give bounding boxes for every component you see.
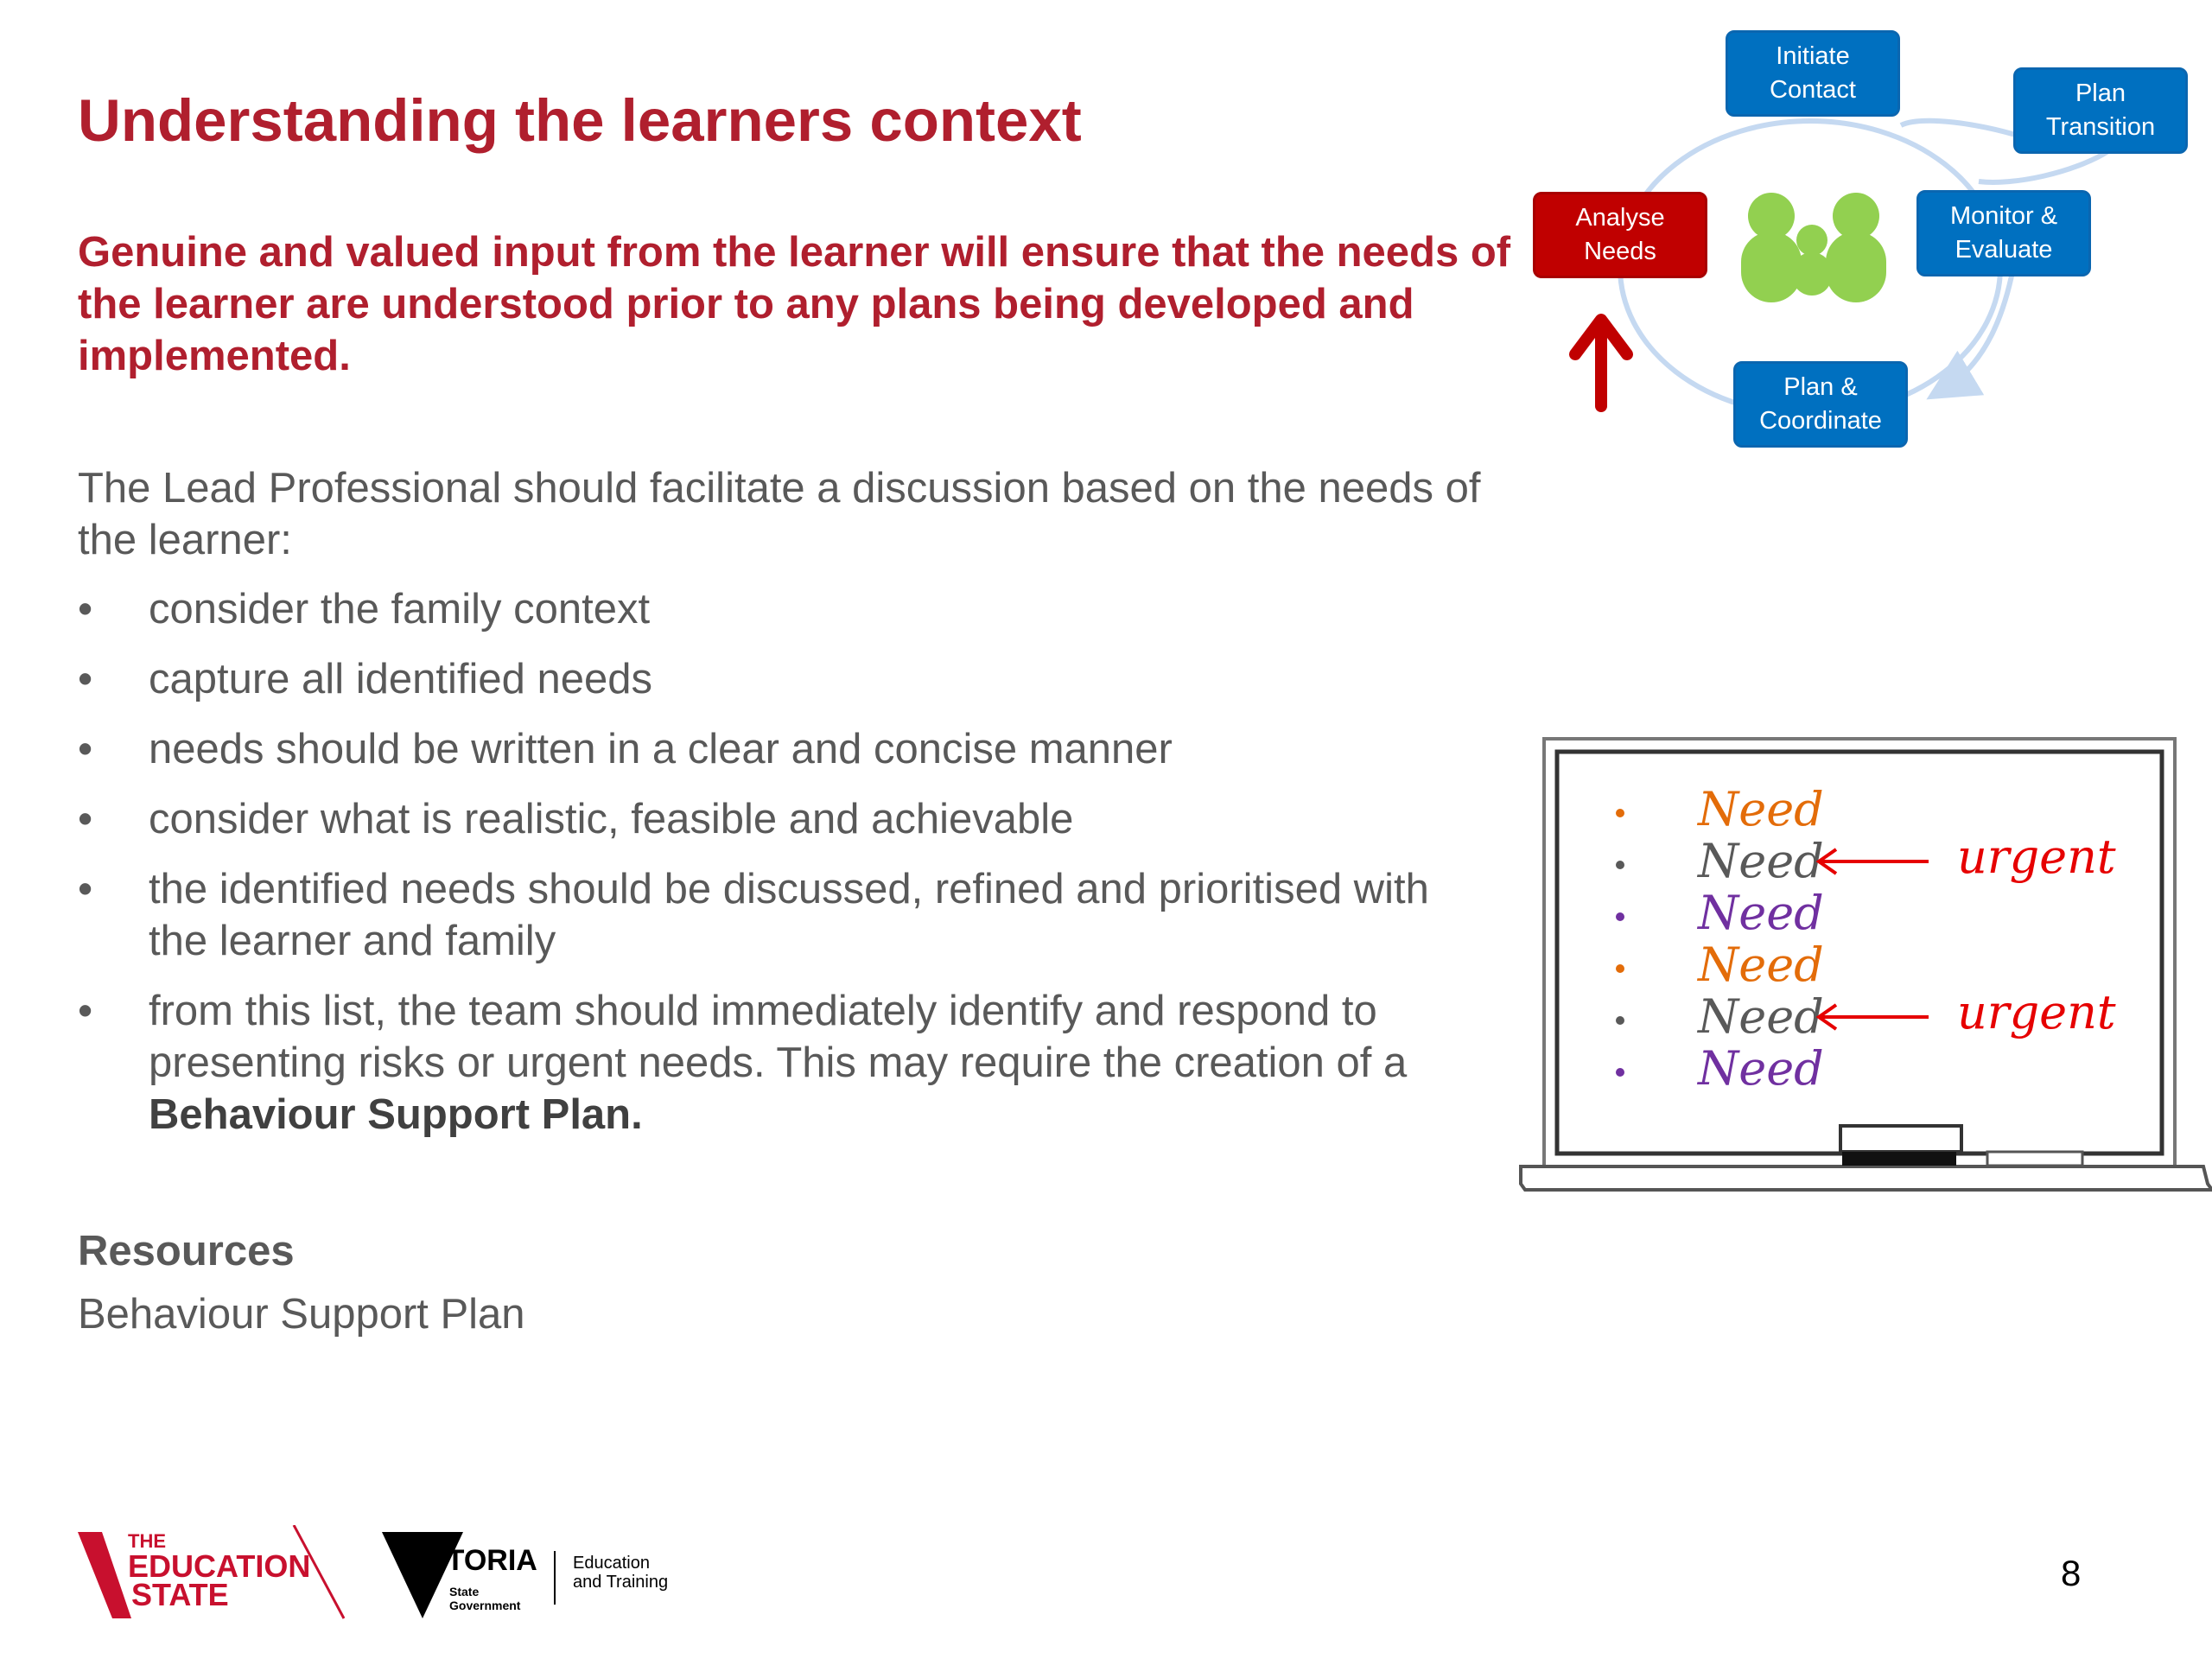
whiteboard-tray bbox=[1521, 1166, 2212, 1190]
whiteboard-need-label: Need bbox=[1698, 886, 1824, 940]
whiteboard-need-label: Need bbox=[1698, 1041, 1824, 1096]
whiteboard-need-label: Need bbox=[1698, 938, 1824, 992]
list-item-text: consider what is realistic, feasible and achievable bbox=[149, 796, 1074, 842]
whiteboard-bullet-icon bbox=[1616, 809, 1624, 817]
bullet-icon: • bbox=[78, 988, 93, 1034]
list-item-text: from this list, the team should immediately identify and respond to presenting risks or urgent needs. This may require the creation of a bbox=[149, 988, 1408, 1086]
education-state-education: EDUCATION bbox=[128, 1548, 311, 1584]
list-item-text: needs should be written in a clear and concise manner bbox=[149, 726, 1173, 772]
bullet-icon: • bbox=[78, 656, 93, 702]
education-state-state: STATE bbox=[131, 1577, 229, 1612]
page-title: Understanding the learners context bbox=[78, 87, 1082, 154]
whiteboard-need-label: Need bbox=[1698, 782, 1824, 836]
whiteboard-bullet-icon bbox=[1616, 1016, 1624, 1025]
resources-link-behaviour-support-plan[interactable]: Behaviour Support Plan bbox=[78, 1291, 525, 1338]
list-item-text: capture all identified needs bbox=[149, 656, 652, 702]
people-group-icon bbox=[1741, 193, 1886, 302]
dept-education: Education bbox=[573, 1554, 650, 1573]
page-number: 8 bbox=[2061, 1553, 2082, 1593]
list-item bbox=[78, 653, 1495, 705]
victoria-government: Government bbox=[449, 1599, 521, 1612]
victoria-state: State bbox=[449, 1585, 480, 1599]
list-item-text: the identified needs should be discussed, refined and prioritised with the learner and family bbox=[149, 866, 1429, 964]
whiteboard-need-label: Need bbox=[1698, 834, 1824, 888]
whiteboard-urgent-label: urgent bbox=[1957, 985, 2116, 1039]
list-item bbox=[78, 793, 1495, 845]
cycle-connector bbox=[1979, 151, 2108, 182]
cycle-connector bbox=[1944, 268, 2013, 389]
whiteboard-urgent-label: urgent bbox=[1957, 830, 2116, 884]
bullet-icon: • bbox=[78, 726, 93, 772]
marker-icon bbox=[1987, 1152, 2082, 1166]
up-arrow-icon bbox=[1575, 320, 1627, 406]
whiteboard-bullet-icon bbox=[1616, 912, 1624, 921]
whiteboard-surface bbox=[1557, 752, 2162, 1154]
victoria-wordmark: VICTORIA bbox=[397, 1544, 537, 1577]
needs-bullet-list bbox=[78, 583, 1495, 1159]
footer-logos bbox=[78, 1525, 700, 1620]
bullet-icon: • bbox=[78, 866, 93, 912]
whiteboard-illustration bbox=[1512, 730, 2212, 1201]
list-item bbox=[78, 723, 1495, 775]
eraser-base bbox=[1842, 1152, 1956, 1166]
cycle-node-monitor-evaluate[interactable]: Monitor & Evaluate bbox=[1916, 190, 2091, 276]
bullet-icon: • bbox=[78, 586, 93, 632]
resources-heading: Resources bbox=[78, 1228, 295, 1274]
list-item-text: consider the family context bbox=[149, 586, 651, 632]
whiteboard-bullet-icon bbox=[1616, 1068, 1624, 1077]
bullet-icon: • bbox=[78, 796, 93, 842]
list-item bbox=[78, 583, 1495, 635]
page-subtitle: Genuine and valued input from the learner will ensure that the needs of the learner are understood prior to any plans being developed and implemented. bbox=[78, 229, 1511, 379]
list-item bbox=[78, 985, 1495, 1141]
cycle-node-initiate-contact[interactable]: Initiate Contact bbox=[1726, 30, 1900, 117]
cycle-node-analyse-needs[interactable]: Analyse Needs bbox=[1533, 192, 1707, 278]
list-item bbox=[78, 863, 1495, 967]
eraser-icon bbox=[1840, 1126, 1961, 1152]
whiteboard-bullet-icon bbox=[1616, 861, 1624, 869]
victoria-logo bbox=[382, 1532, 668, 1618]
intro-paragraph: The Lead Professional should facilitate a discussion based on the needs of the learner: bbox=[78, 465, 1481, 563]
education-state-logo bbox=[78, 1525, 344, 1618]
whiteboard-bullet-icon bbox=[1616, 964, 1624, 973]
cycle-node-plan-transition[interactable]: Plan Transition bbox=[2013, 67, 2188, 154]
education-state-the: THE bbox=[128, 1530, 166, 1552]
whiteboard-need-label: Need bbox=[1698, 989, 1824, 1044]
cycle-node-plan-coordinate[interactable]: Plan & Coordinate bbox=[1733, 361, 1908, 448]
behaviour-support-plan-emphasis: Behaviour Support Plan. bbox=[149, 1091, 643, 1138]
dept-training: and Training bbox=[573, 1573, 669, 1592]
